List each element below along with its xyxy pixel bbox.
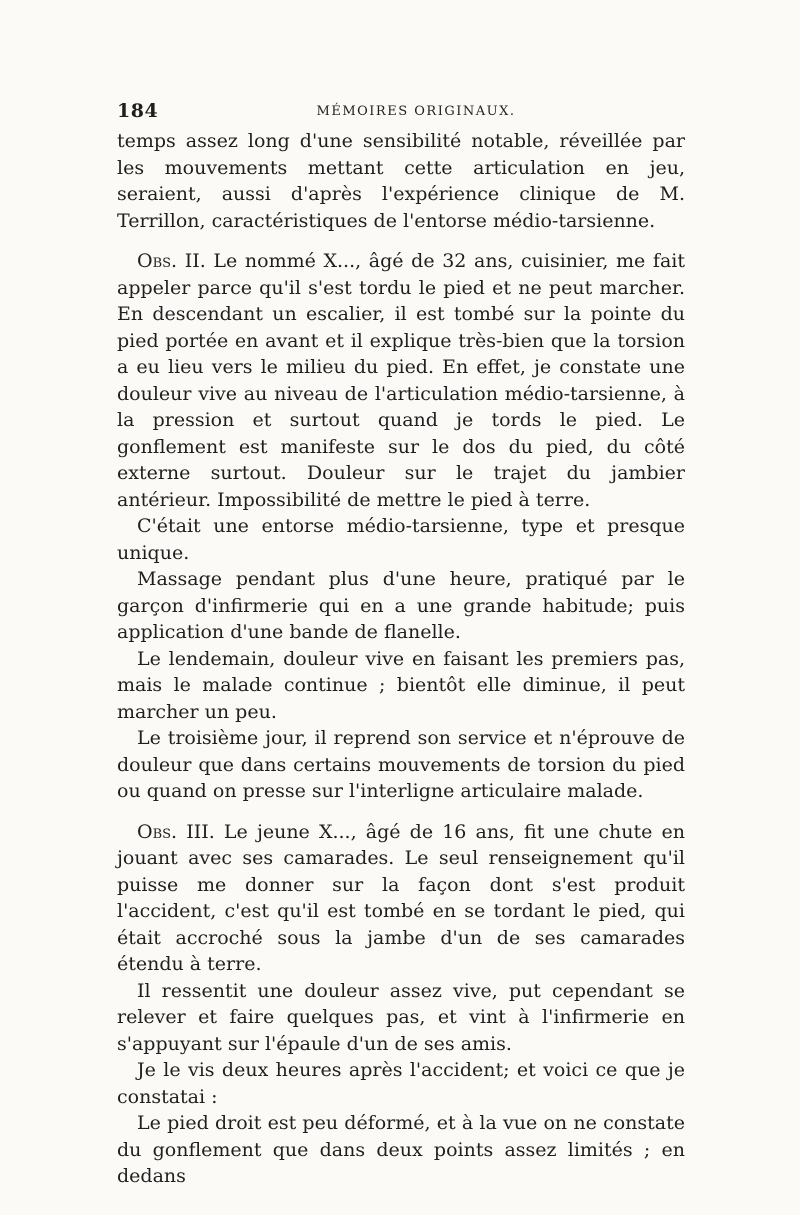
paragraph-text: Le nommé X..., âgé de 32 ans, cuisinier, me fait appeler parce qu'il s'est tordu le pied et ne peut marcher. En descendant un escalier, il est tombé sur la pointe du pied portée en avant et il explique très-bien que la torsion a eu lieu vers le milieu du pied. En effet, je constate une douleur vive au niveau de l'articulation médio-tarsienne, à la pression et surtout quand je tords le pied. Le gonflement est manifeste sur le dos du pied, du côté externe surtout. Douleur sur le trajet du jambier antérieur. Impossibilité de mettre le pied à terre.: [117, 250, 685, 511]
paragraph-text: C'était une entorse médio-tarsienne, type et presque unique.: [117, 515, 685, 564]
paragraph-text: Le lendemain, douleur vive en faisant les premiers pas, mais le malade continue ; bientôt elle diminue, il peut marcher un peu.: [117, 647, 685, 723]
paragraph: [117, 513, 685, 566]
paragraph-text: temps assez long d'une sensibilité notable, réveillée par les mouvements mettant cette articulation en jeu, seraient, aussi d'après l'expérience clinique de M. Terrillon, caractéristiques de l'entorse médio-tarsienne.: [117, 130, 685, 232]
page-number: 184: [117, 100, 159, 122]
paragraph-text: Il ressentit une douleur assez vive, put cependant se relever et faire quelques pas, et vint à l'infirmerie en s'appuyant sur l'épaule d'un de ses amis.: [117, 979, 685, 1055]
observation-label: Obs. II.: [137, 250, 206, 272]
paragraph: [117, 1110, 685, 1190]
paragraph: [117, 646, 685, 726]
body-text: [117, 128, 685, 1190]
page-header: [117, 100, 685, 126]
paragraph-text: Je le vis deux heures après l'accident; et voici ce que je constatai :: [117, 1059, 685, 1108]
paragraph: [117, 978, 685, 1058]
paragraph-obs-2: [117, 248, 685, 513]
paragraph-text: Massage pendant plus d'une heure, pratiqué par le garçon d'infirmerie qui en a une grande habitude; puis application d'une bande de flanelle.: [117, 568, 685, 643]
running-title: MÉMOIRES ORIGINAUX.: [316, 104, 516, 119]
paragraph: [117, 725, 685, 805]
paragraph-continuation: [117, 128, 685, 234]
paragraph: [117, 1057, 685, 1110]
paragraph-text: Le pied droit est peu déformé, et à la vue on ne constate du gonflement que dans deux points assez limités ; en dedans: [117, 1112, 685, 1187]
paragraph: [117, 566, 685, 646]
paragraph-text: Le jeune X..., âgé de 16 ans, fit une chute en jouant avec ses camarades. Le seul renseignement qu'il puisse me donner sur la façon dont s'est produit l'accident, c'est qu'il est tombé en se tordant le pied, qui était accroché sous la jambe d'un de ses camarades étendu à terre.: [117, 820, 685, 975]
observation-label: Obs. III.: [137, 820, 215, 843]
paragraph-obs-3: [117, 819, 685, 978]
paragraph-text: Le troisième jour, il reprend son service et n'éprouve de douleur que dans certains mouvements de torsion du pied ou quand on presse sur l'interligne articulaire malade.: [117, 727, 685, 802]
